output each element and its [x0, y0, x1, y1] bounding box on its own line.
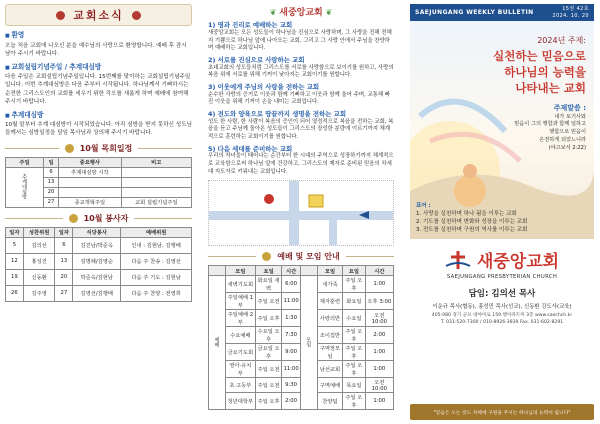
table-cell: 조이집반	[317, 327, 342, 344]
church-name: 새중앙교회	[476, 252, 560, 272]
table-cell: 주일 오후	[343, 327, 366, 344]
table-cell: 종교개혁주일	[59, 197, 122, 207]
senior-pastor: 담임: 김의선 목사	[468, 289, 536, 299]
table-header: 일	[44, 157, 59, 167]
table-cell: 주일 오후	[343, 393, 366, 410]
table-row	[6, 285, 192, 301]
table-header: 요일	[343, 266, 366, 276]
table-cell: 다음 주 기도 : 김현남	[121, 269, 192, 285]
table-cell: 다음 주 찬양 : 전영희	[121, 285, 192, 301]
table-cell: 홍성진	[23, 253, 55, 269]
church-staff: 이운규 목사(협동), 홍성민 목사(선교), 신동환 강도사(교육)	[432, 304, 572, 310]
table-header: 모임	[226, 266, 256, 276]
table-cell: 6	[55, 237, 73, 253]
table-cell: 수요일 오후	[255, 327, 282, 344]
pastoral-schedule-title: 10월 목회일정	[79, 143, 133, 153]
table-cell: 13	[55, 253, 73, 269]
pastoral-schedule-heading	[5, 143, 192, 154]
table-cell: 금요기도회	[226, 344, 256, 361]
table-cell: 구역예배	[317, 378, 342, 393]
verse-line: (야고보서 2:22)	[548, 144, 586, 151]
table-cell: 26	[6, 285, 24, 301]
group-label-cell	[209, 276, 226, 410]
cover-verse	[514, 103, 586, 152]
vision-title: 1) 영과 진리로 예배하는 교회	[208, 21, 293, 29]
table-header: 요일	[255, 266, 282, 276]
vision-title: 5) 다음 세대를 준비하는 교회	[208, 144, 293, 153]
table-cell: 20	[55, 269, 73, 285]
worship-group-label: 예배	[213, 336, 220, 347]
church-news-header	[5, 4, 192, 26]
table-cell: 주일예배 1부	[226, 293, 256, 310]
table-cell: 초·고등부	[226, 378, 256, 393]
verse-line: 행함으로 믿음이	[549, 129, 586, 136]
table-cell: 남선교회	[317, 361, 342, 378]
table-cell: 금요일 오후	[255, 344, 282, 361]
news-item	[5, 111, 192, 138]
table-cell: 김진남/박준옥	[73, 237, 121, 253]
table-cell: 수요일	[343, 310, 366, 327]
table-header: 시간	[282, 266, 300, 276]
verse-line: 믿음이 그의 행함과 함께 일하고	[514, 121, 586, 128]
vision-title: 3) 이웃에게 주님의 사랑을 전하는 교회	[208, 82, 320, 91]
map-graphic	[209, 181, 393, 245]
goal-item: 2. 기도를 실천하며 변화와 성장을 이루는 교회	[416, 218, 528, 225]
news-body: 다음 주일은 교회설립기념주일입니다. 15번째를 맞이하는 교회설립기념주일입니다. 이번 추계대심방은 다음 주부터 시작됩니다. 하나님께서 기뻐하시는 순전한 그리스도인의 교회를 세우기 위한 각오를 새롭게 하며 예배에 참여해 주시기 바랍니다.	[5, 74, 191, 105]
table-cell: 오전 10:00	[365, 310, 393, 327]
church-emblem-icon	[445, 250, 471, 270]
vision-list	[208, 21, 394, 176]
theme-line: 하나님의 능력을	[504, 65, 586, 79]
table-cell	[121, 167, 191, 177]
meeting-group-label: 모임	[305, 336, 312, 347]
verse-label: 주제말씀 :	[553, 104, 586, 112]
theme-line: 나타내는 교회	[515, 81, 586, 95]
volunteers-title: 10월 봉사자	[83, 213, 129, 223]
vision-body: 성도 한 사람, 한 사람이 복음의 증인이 되어 열정적으로 복음을 전하는 교회, 복음을 듣고 주님께 돌아온 성도들이 그리스도의 장성한 분량에 이르기까지 체계적으로 훈련하는 교회이기를 원합니다.	[208, 118, 394, 140]
table-cell: 수요예배	[226, 327, 256, 344]
goal-item: 3. 전도를 실천하며 구원의 역사를 이루는 교회	[416, 226, 528, 233]
vision-title: 2) 서로를 진심으로 사랑하는 교회	[208, 55, 305, 64]
table-cell: 찬양팀	[317, 393, 342, 410]
table-cell: 화요일 새벽	[255, 276, 282, 293]
vision-panel	[203, 0, 399, 424]
vision-church-name: 새중앙교회	[279, 8, 323, 18]
group-label-cell	[300, 276, 317, 410]
table-header: 일자	[55, 227, 73, 237]
vision-title: 4) 전도와 양육으로 땅끝까지 생명을 전하는 교회	[208, 109, 347, 118]
table-cell: 13	[44, 177, 59, 187]
bulletin-volume: 15권 42호	[562, 6, 589, 12]
table-cell: 박준옥/김현남	[73, 269, 121, 285]
table-cell	[59, 177, 122, 187]
vision-body: 초대교회의 성도들처럼 그리스도를 서로를 사랑함으로 보이기를 원하고, 사랑의 복음 위에 서로를 위해 기꺼이 낮아지는 교회이기를 원합니다.	[208, 64, 394, 79]
table-cell: 새벽기도회	[226, 276, 256, 293]
table-cell: 19	[6, 269, 24, 285]
table-cell: 김주영	[23, 285, 55, 301]
vision-body: 새중앙교회는 모든 성도들이 하나님을 진심으로 사랑하며, 그 사랑을 진해 전해지 기쁨으로 하나님 앞에 나아오는 교회, 그리고 그 사랑 안에서 주님을 찬양하며 예배하는 교회입니다.	[208, 29, 392, 52]
table-cell: 6:00	[282, 276, 300, 293]
table-cell: 영아·유치부	[226, 361, 256, 378]
table-header: 시간	[365, 266, 393, 276]
church-english-name: SAEJUNGANG PRESBYTERIAN CHURCH	[446, 274, 558, 280]
table-cell: 12	[6, 253, 24, 269]
bullet-icon	[69, 214, 78, 223]
volunteers-table	[5, 227, 192, 302]
table-cell: 6	[44, 167, 59, 177]
table-row	[209, 276, 394, 293]
news-title: ■ 추계대심방	[5, 111, 192, 121]
table-cell: 사랑의반	[317, 310, 342, 327]
table-cell: 주일예배 2부	[226, 310, 256, 327]
table-cell: 1:00	[365, 276, 393, 293]
table-cell: 5	[6, 237, 24, 253]
news-title: ■ 교회설립기념주일 / 추계대심방	[5, 63, 192, 73]
table-cell: 주일 오후	[343, 344, 366, 361]
church-news-title: 교회소식	[73, 9, 124, 22]
leaf-icon: ❦	[322, 8, 333, 17]
worship-schedule-table	[208, 265, 394, 410]
table-header: 일자	[6, 227, 24, 237]
table-cell: 화요일	[343, 293, 366, 310]
table-cell: 1:00	[365, 393, 393, 410]
table-cell: 주일 오전	[255, 378, 282, 393]
table-cell: 주일 오후	[343, 361, 366, 378]
table-cell: 2:00	[365, 327, 393, 344]
table-cell: 주일 오전	[255, 293, 282, 310]
table-cell: 새가족	[317, 276, 342, 293]
table-cell: 김의선	[23, 237, 55, 253]
news-item	[5, 31, 192, 58]
table-row	[6, 237, 192, 253]
church-news-panel	[0, 0, 197, 424]
table-cell: 다음 주 찬송 : 김영선	[121, 253, 192, 269]
verse-line: 내가 토기사와	[554, 113, 586, 120]
table-cell: 주일 오후	[255, 393, 282, 410]
table-cell: 주일 오후	[343, 276, 366, 293]
table-header: 성찬위원	[23, 227, 55, 237]
table-cell: 2:00	[282, 393, 300, 410]
table-cell: 11:00	[282, 293, 300, 310]
table-cell: 20	[44, 187, 59, 197]
bulletin-issue	[552, 6, 589, 19]
table-cell	[121, 187, 191, 197]
news-body: 10월 말부터 추계 대심방이 시작되었습니다. 아직 심방을 받지 못하신 성도님들께서는 심방일정을 담임 목사님과 상의해 주시기 바랍니다.	[5, 122, 193, 137]
table-cell: 1:30	[282, 310, 300, 327]
worship-schedule-title: 예배 및 모임 안내	[277, 252, 340, 262]
bulletin-title: SAEJUNGANG WEEKLY BULLETIN	[415, 9, 534, 16]
table-header: 비고	[121, 157, 191, 167]
table-cell	[59, 187, 122, 197]
location-map	[208, 180, 394, 246]
table-cell: 인내 : 김현남, 김행배	[121, 237, 192, 253]
verse-line: 온전하게 되었느니라	[539, 136, 586, 143]
leaf-icon: ❦	[269, 8, 280, 17]
table-cell: 청년대학부	[226, 393, 256, 410]
bulletin-bar	[410, 4, 594, 21]
church-address: 405-080 경기 군포 대야미로 159 행아파트미 3층 www.saechch.kr	[431, 313, 573, 318]
table-cell	[121, 177, 191, 187]
cover-goals	[416, 203, 527, 235]
table-cell: 구역장모임	[317, 344, 342, 361]
table-cell: 11:00	[282, 361, 300, 378]
church-phone: T. 031-520-7300 / 010-8926-3839 Fax. 031-602-8291	[440, 319, 564, 325]
circle-icon	[132, 11, 141, 20]
news-item	[5, 63, 192, 106]
footer-verse: "믿음은 오는 것도 자체에 구원을 주시는 하나님의 능력이 됩니다"	[410, 404, 594, 420]
table-header: 모임	[317, 266, 342, 276]
table-cell: 제자훈련	[317, 293, 342, 310]
table-cell: 1:00	[365, 361, 393, 378]
circle-icon	[56, 11, 65, 20]
table-cell: 김영선/김행배	[73, 285, 121, 301]
table-header: 예배위원	[121, 227, 192, 237]
table-cell: 27	[55, 285, 73, 301]
cover-theme	[493, 35, 586, 96]
theme-label: 2024년 주제:	[537, 36, 586, 45]
vision-body: 우리의 자녀들이 태어나는 순간부터 한 시대의 주역으로 성장하기까지 체계적으로 교육함으로써 하나님 앞에 건강하고, 그리스도의 제자로 준비된 믿음의 차세대 지도자로 키워내는 교회입니다.	[208, 153, 394, 175]
worship-schedule-heading	[208, 251, 394, 262]
pastoral-schedule-table	[5, 157, 192, 208]
table-cell: 주일 오전	[255, 361, 282, 378]
table-cell: 1:00	[365, 344, 393, 361]
table-cell: 교회 설립기념주일	[121, 197, 191, 207]
table-cell: 김명례/김영순	[73, 253, 121, 269]
table-header: 식당봉사	[73, 227, 121, 237]
table-header: 중요행사	[59, 157, 122, 167]
table-row	[6, 167, 192, 177]
theme-line: 실천하는 믿음으로	[493, 49, 586, 63]
cover-panel	[404, 0, 600, 424]
news-title: ■ 환영	[5, 31, 192, 41]
table-cell: 주일 오후	[255, 310, 282, 327]
table-row	[6, 253, 192, 269]
goal-item: 1. 사랑을 실천하며 하나 됨을 이루는 교회	[416, 210, 517, 217]
table-cell: 7:30	[282, 327, 300, 344]
table-cell: 9:30	[282, 378, 300, 393]
table-row	[6, 269, 192, 285]
bullet-icon	[262, 252, 271, 261]
table-cell: 오후 3:00	[365, 293, 393, 310]
church-contact	[410, 313, 594, 327]
vision-body: 순수한 사랑의 증거로 이웃과 함께 기뻐하고 이웃과 함께 울어 주며, 교통해 빠진 이웃을 위해 기꺼이 손을 내미는 교회입니다.	[208, 91, 390, 106]
cover-artwork	[410, 21, 594, 239]
table-cell: 추계대심방 시작	[59, 167, 122, 177]
table-cell: 27	[44, 197, 59, 207]
table-cell: 신동환	[23, 269, 55, 285]
volunteers-heading	[5, 213, 192, 224]
table-cell: 오전10:00	[365, 378, 393, 393]
bullet-icon	[65, 144, 74, 153]
table-header: 주일	[6, 157, 44, 167]
table-cell: 목요일	[343, 378, 366, 393]
schedule-side-label: 추계대심방	[21, 173, 27, 199]
church-logo	[410, 247, 594, 272]
goals-label: 표어 :	[416, 203, 431, 209]
table-cell: 9:00	[282, 344, 300, 361]
vision-header	[208, 5, 394, 18]
news-body: 오늘 처음 교회에 나오신 분을 예수님의 사랑으로 환영합니다. 예배 후 잠시 남아 주시기 바랍니다.	[5, 42, 187, 57]
bulletin-date: 2024. 10. 20	[552, 12, 589, 19]
